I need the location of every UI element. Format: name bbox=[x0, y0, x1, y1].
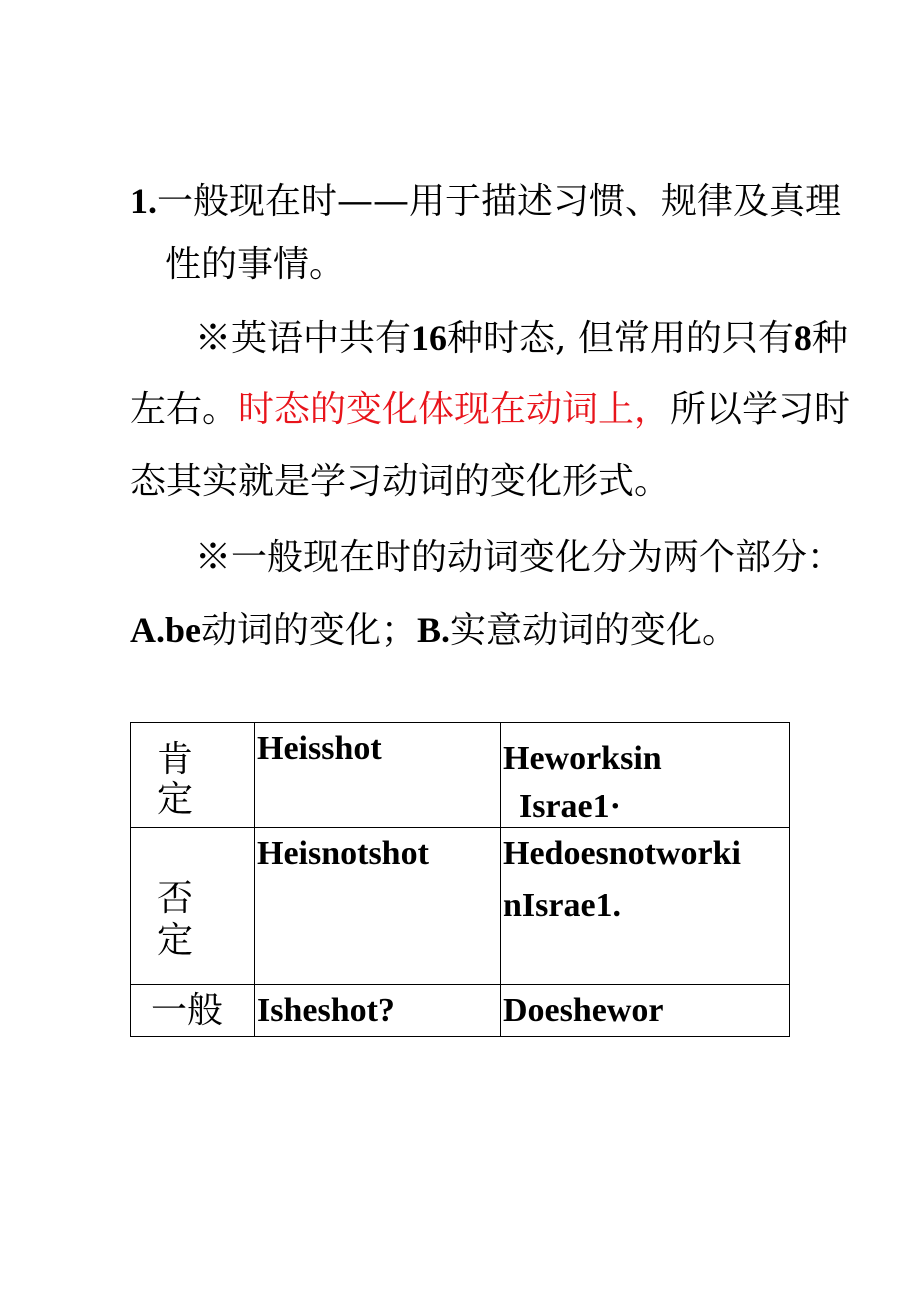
be-sentence: Heisnotshot bbox=[257, 835, 429, 872]
note1-line-3 bbox=[130, 462, 670, 502]
heading-text-1: 一般现在时——用于描述习惯、规律及真理 bbox=[157, 181, 842, 222]
heading-line-2 bbox=[165, 245, 345, 285]
tense-table bbox=[130, 722, 790, 1037]
verb-sentence: Hedoesnotworki bbox=[503, 835, 741, 872]
heading-line-1 bbox=[130, 181, 841, 222]
be-sentence: Heisshot bbox=[257, 730, 382, 767]
note1-line2-end: 所以学习时 bbox=[670, 389, 851, 430]
be-sentence: Isheshot? bbox=[257, 992, 395, 1029]
note1-line2-highlight: 时态的变化体现在动词上， bbox=[238, 389, 671, 430]
table-cell-verb bbox=[501, 828, 790, 985]
note1-line-2 bbox=[130, 390, 850, 430]
row-label: 一般 bbox=[151, 990, 224, 1031]
table-cell-be bbox=[255, 828, 501, 985]
note1-part1: ※英语中共有 bbox=[195, 318, 412, 359]
heading-number: 1. bbox=[130, 181, 157, 221]
note2-b-text: 实意动词的变化。 bbox=[450, 610, 739, 651]
note2-line1: ※一般现在时的动词变化分为两个部分： bbox=[195, 537, 844, 578]
verb-sentence: Doeshewor bbox=[503, 992, 664, 1029]
row-label: 否 bbox=[157, 878, 194, 919]
table-cell-be bbox=[255, 985, 501, 1037]
note2-line-2 bbox=[130, 610, 738, 651]
table-cell-be bbox=[255, 723, 501, 828]
row-label: 肯 bbox=[157, 739, 194, 780]
note2-line-1 bbox=[195, 538, 843, 578]
row-label: 定 bbox=[157, 779, 194, 820]
note1-part2: 种时态, 但常用的只有 bbox=[447, 318, 794, 359]
note1-line3: 态其实就是学习动词的变化形式。 bbox=[130, 461, 671, 502]
table-row bbox=[131, 985, 790, 1037]
table-row bbox=[131, 723, 790, 828]
note1-line2-plain: 左右。 bbox=[130, 389, 239, 430]
verb-sentence: Israe1· bbox=[519, 788, 621, 825]
verb-sentence: Heworksin bbox=[503, 740, 662, 777]
note1-num16: 16 bbox=[411, 318, 448, 358]
note2-a-text: 动词的变化； bbox=[201, 610, 418, 651]
table-cell-label bbox=[131, 985, 255, 1037]
table-cell-verb bbox=[501, 723, 790, 828]
note1-part3: 种 bbox=[811, 318, 848, 359]
note2-b-label: B. bbox=[417, 610, 451, 650]
note2-a-label: A.be bbox=[130, 610, 201, 650]
table-row bbox=[131, 828, 790, 985]
table-cell-label bbox=[131, 828, 255, 985]
table-cell-label bbox=[131, 723, 255, 828]
row-label: 定 bbox=[157, 920, 194, 961]
note1-num8: 8 bbox=[793, 318, 812, 358]
heading-text-2: 性的事情。 bbox=[165, 244, 346, 285]
note1-line-1 bbox=[195, 318, 848, 359]
verb-sentence: nIsrae1. bbox=[503, 887, 622, 924]
table-cell-verb bbox=[501, 985, 790, 1037]
